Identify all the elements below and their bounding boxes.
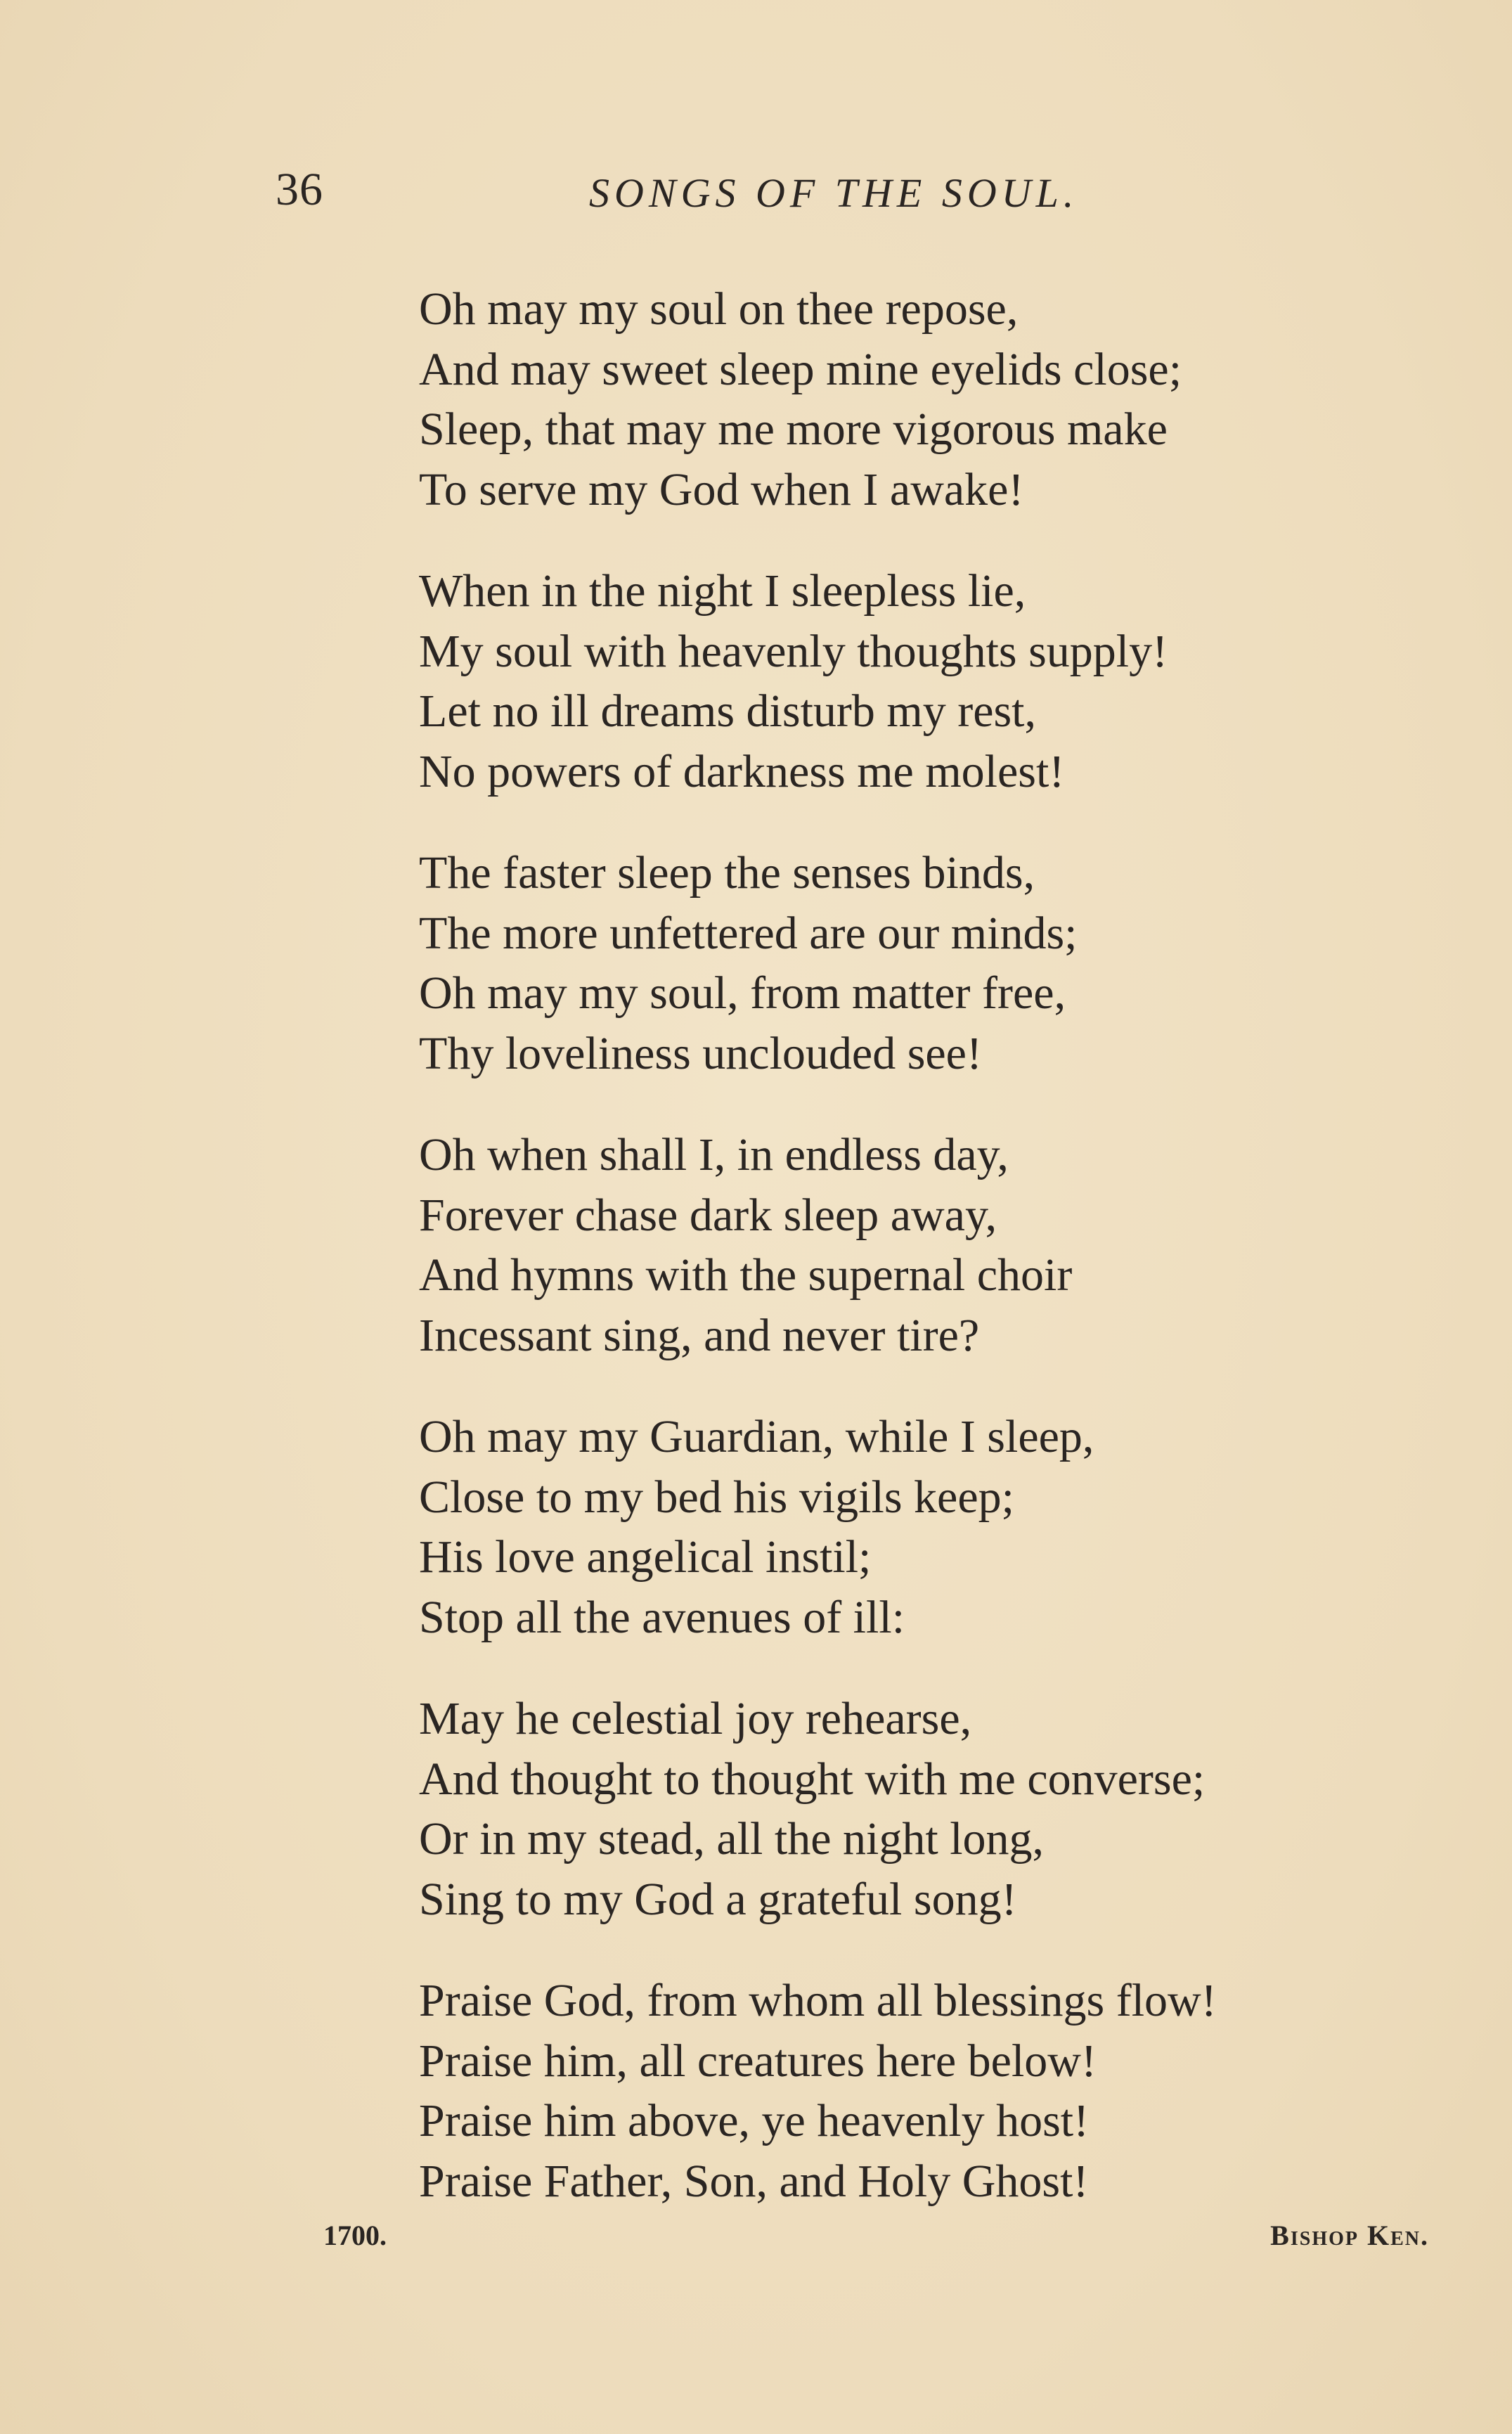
page-header <box>0 158 1512 228</box>
page-number: 36 <box>276 164 323 215</box>
poem-line: Or in my stead, all the night long, <box>419 1813 1045 1865</box>
stanza <box>419 1689 1417 1929</box>
poem-line: His love angelical instil; <box>419 1531 872 1583</box>
poem-line: Oh may my soul, from matter free, <box>419 967 1066 1019</box>
poem-line: And may sweet sleep mine eyelids close; <box>419 343 1182 395</box>
stanza <box>419 1971 1417 2211</box>
date-label: 1700. <box>323 2220 387 2251</box>
poem-line: The faster sleep the senses binds, <box>419 847 1035 899</box>
poem-line: Let no ill dreams disturb my rest, <box>419 685 1037 737</box>
stanza <box>419 843 1417 1083</box>
poem-line: Thy loveliness unclouded see! <box>419 1027 982 1079</box>
stanza <box>419 279 1417 520</box>
author-attribution: Bishop Ken. <box>1270 2220 1429 2251</box>
poem-line: Incessant sing, and never tire? <box>419 1309 980 1361</box>
poem <box>419 279 1417 2253</box>
poem-line: Sing to my God a grateful song! <box>419 1873 1017 1925</box>
poem-line: Close to my bed his vigils keep; <box>419 1471 1014 1523</box>
poem-line: And thought to thought with me converse; <box>419 1753 1206 1805</box>
poem-line: Sleep, that may me more vigorous make <box>419 404 1168 455</box>
page-footer <box>0 2215 1512 2257</box>
stanza <box>419 1125 1417 1365</box>
poem-line: To serve my God when I awake! <box>419 463 1024 515</box>
poem-line: Forever chase dark sleep away, <box>419 1189 997 1241</box>
poem-line: My soul with heavenly thoughts supply! <box>419 625 1168 677</box>
poem-line: And hymns with the supernal choir <box>419 1249 1073 1301</box>
poem-line: No powers of darkness me molest! <box>419 745 1065 797</box>
stanza <box>419 1407 1417 1647</box>
poem-line: Praise God, from whom all blessings flow! <box>419 1975 1217 2026</box>
poem-line: When in the night I sleepless lie, <box>419 565 1026 617</box>
poem-line: Praise him, all creatures here below! <box>419 2035 1097 2087</box>
poem-line: Oh may my soul on thee repose, <box>419 283 1019 335</box>
poem-line: Praise him above, ye heavenly host! <box>419 2095 1090 2146</box>
poem-line: Praise Father, Son, and Holy Ghost! <box>419 2155 1089 2207</box>
poem-line: The more unfettered are our minds; <box>419 907 1078 959</box>
stanza <box>419 561 1417 801</box>
poem-line: Stop all the avenues of ill: <box>419 1591 905 1643</box>
running-title: SONGS OF THE SOUL. <box>589 170 1079 216</box>
poem-line: Oh may my Guardian, while I sleep, <box>419 1411 1094 1462</box>
poem-line: Oh when shall I, in endless day, <box>419 1129 1009 1180</box>
poem-line: May he celestial joy rehearse, <box>419 1693 972 1744</box>
